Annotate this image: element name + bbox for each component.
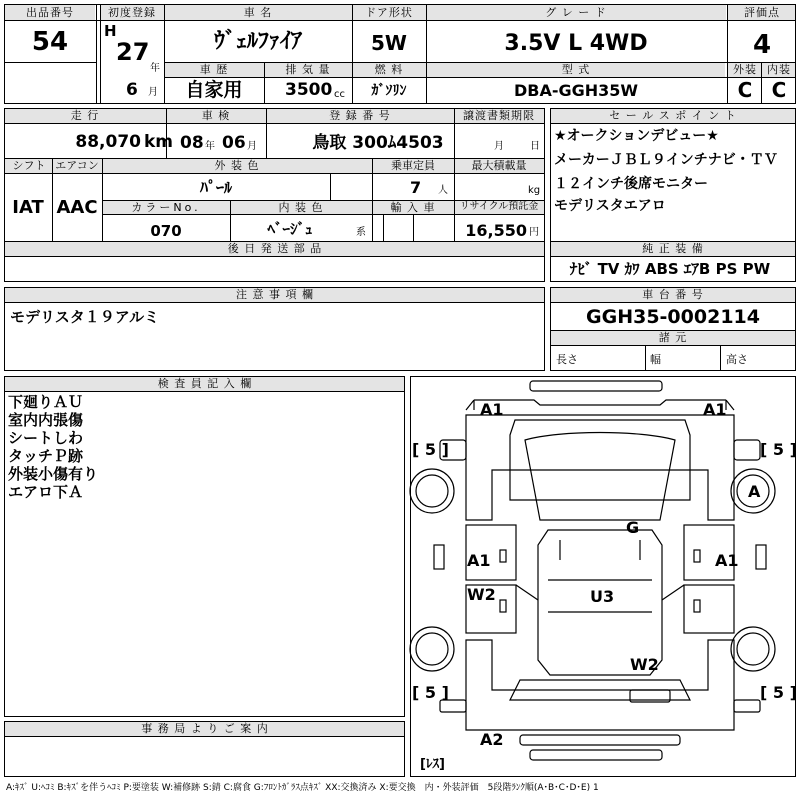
first-registration-year-unit: 年 xyxy=(150,63,160,74)
transfer-deadline-label: 譲渡書類期限 xyxy=(463,109,535,122)
bracket-mark-bottom-left: [ 5 ] xyxy=(412,683,449,702)
damage-mark-front-right-wheel: A xyxy=(748,482,761,501)
bracket-mark-bottom-right: [ 5 ] xyxy=(760,683,797,702)
exterior-label: 外装 xyxy=(733,63,757,76)
color-number-label: カラーNo. xyxy=(131,201,201,214)
notes-label: 注 意 事 項 欄 xyxy=(236,288,314,301)
sales-points-label: セ ー ル ス ポ イ ン ト xyxy=(609,109,737,122)
dimensions-label: 諸 元 xyxy=(658,331,688,344)
lot-number-label: 出品番号 xyxy=(26,6,74,19)
notes-text: モデリスタ１９アルミ xyxy=(10,308,160,326)
displacement-unit: cc xyxy=(334,89,345,100)
shift-value: IAT xyxy=(12,197,44,218)
max-load-label: 最大積載量 xyxy=(471,159,527,172)
import-label: 輸 入 車 xyxy=(390,201,436,214)
transfer-day-unit: 日 xyxy=(530,141,540,152)
damage-mark-front-right: A1 xyxy=(703,400,727,419)
first-registration-month: 6 xyxy=(126,80,138,100)
plate-value: 鳥取 300ﾑ4503 xyxy=(312,133,444,153)
exterior-grade: C xyxy=(737,78,753,102)
ac-label: エアコン xyxy=(55,159,99,172)
bracket-mark-top-left: [ 5 ] xyxy=(412,440,449,459)
first-registration-label: 初度登録 xyxy=(108,6,156,19)
model-label: 型 式 xyxy=(561,63,591,76)
fuel-value: ｶﾞｿﾘﾝ xyxy=(371,83,407,99)
office-label: 事 務 局 よ り ご 案 内 xyxy=(141,722,269,735)
capacity-value: 7 xyxy=(410,178,422,197)
recycle-unit: 円 xyxy=(529,227,539,238)
damage-mark-hood: G xyxy=(626,518,640,537)
inspector-note: 外装小傷有り xyxy=(8,465,99,483)
equipment-items: ﾅﾋﾞ TV ｶﾜ ABS ｴｱB PS PW xyxy=(569,260,771,278)
inspection-month: 06 xyxy=(222,133,246,153)
inspector-note: 室内内張傷 xyxy=(8,411,84,429)
max-load-unit: kg xyxy=(528,185,541,196)
inspection-month-unit: 月 xyxy=(247,141,257,152)
ac-value: AAC xyxy=(56,197,98,218)
less-mark: [ﾚｽ] xyxy=(420,757,445,772)
shift-label: シフト xyxy=(12,159,46,172)
inspector-note: 下廻りＡＵ xyxy=(8,393,84,411)
inspector-note: シートしわ xyxy=(8,429,84,447)
sales-point-line: ★オークションデビュー★ xyxy=(554,128,719,144)
damage-mark-rear: A2 xyxy=(480,730,504,749)
inspector-label: 検 査 員 記 入 欄 xyxy=(157,377,253,390)
exterior-color-value: ﾊﾟｰﾙ xyxy=(199,178,233,197)
car-name: ｳﾞｪﾙﾌｧｲｱ xyxy=(213,29,303,54)
lot-number: 54 xyxy=(31,27,69,57)
damage-mark-front-left-door: A1 xyxy=(467,551,491,570)
score-value: 4 xyxy=(752,30,772,60)
displacement-label: 排 気 量 xyxy=(285,63,331,76)
later-parts-label: 後 日 発 送 部 品 xyxy=(227,242,323,255)
transfer-month-unit: 月 xyxy=(494,141,504,152)
width-label: 幅 xyxy=(650,353,661,366)
inspection-year: 08 xyxy=(180,133,204,153)
score-label: 評価点 xyxy=(744,6,780,19)
history-value: 自家用 xyxy=(185,79,243,101)
inspector-note: タッチＰ跡 xyxy=(8,447,84,465)
fuel-label: 燃 料 xyxy=(374,63,404,76)
legend-text: A:ｷｽﾞ U:ﾍｺﾐ B:ｷｽﾞを伴うﾍｺﾐ P:要塗装 W:補修跡 S:錆 C:腐食 G:ﾌﾛﾝﾄｶﾞﾗｽ点ｷｽﾞ XX:交換済み X:要交換 内・外装評価 5段階ﾗﾝｸ順(A･B･C･D･E) 1 xyxy=(6,783,599,793)
plate-label: 登 録 番 号 xyxy=(329,109,391,122)
door-value: 5W xyxy=(371,31,407,55)
bracket-mark-top-right: [ 5 ] xyxy=(760,440,797,459)
chassis-number: GGH35-0002114 xyxy=(586,306,760,328)
exterior-color-label: 外 装 色 xyxy=(214,159,260,172)
sales-point-line: １２インチ後席モニター xyxy=(554,176,708,192)
chassis-label: 車 台 番 号 xyxy=(642,288,704,301)
inspection-label: 車 検 xyxy=(201,109,231,122)
recycle-label: リサイクル預託金 xyxy=(459,201,539,212)
damage-mark-rear-left-door: W2 xyxy=(467,585,496,604)
mileage-unit: km xyxy=(144,132,174,152)
damage-mark-rear-right: W2 xyxy=(630,655,659,674)
grade-label: グ レ ー ド xyxy=(545,6,607,19)
first-registration-era: H xyxy=(104,22,117,40)
height-label: 高さ xyxy=(726,353,748,366)
model-value: DBA-GGH35W xyxy=(513,81,639,100)
length-label: 長さ xyxy=(556,353,578,366)
displacement-value: 3500 xyxy=(285,80,333,100)
car-name-label: 車 名 xyxy=(243,6,273,19)
recycle-value: 16,550 xyxy=(465,221,527,240)
interior-grade: C xyxy=(771,78,787,102)
grade-value: 3.5V L 4WD xyxy=(504,31,648,56)
interior-label: 内装 xyxy=(767,63,791,76)
interior-color-unit: 系 xyxy=(356,227,366,238)
interior-color-label: 内 装 色 xyxy=(278,201,324,214)
damage-mark-front-right-door: A1 xyxy=(715,551,739,570)
first-registration-year: 27 xyxy=(116,38,150,66)
first-registration-month-unit: 月 xyxy=(148,87,158,98)
sales-point-line: モデリスタエアロ xyxy=(554,198,666,214)
inspector-note: エアロ下Ａ xyxy=(8,483,84,501)
door-label: ドア形状 xyxy=(365,6,413,19)
capacity-unit: 人 xyxy=(438,185,448,196)
damage-mark-front-left: A1 xyxy=(480,400,504,419)
sales-point-line: メーカーＪＢＬ９インチナビ・ＴＶ xyxy=(554,152,778,168)
mileage-label: 走 行 xyxy=(70,109,100,122)
damage-mark-roof: U3 xyxy=(590,587,615,606)
capacity-label: 乗車定員 xyxy=(391,159,435,172)
history-label: 車 歴 xyxy=(199,63,229,76)
inspection-year-unit: 年 xyxy=(205,141,215,152)
equipment-label: 純 正 装 備 xyxy=(642,242,704,255)
color-number-value: 070 xyxy=(150,222,182,240)
interior-color-value: ﾍﾞｰｼﾞｭ xyxy=(267,220,313,238)
mileage-value: 88,070 xyxy=(75,132,141,152)
